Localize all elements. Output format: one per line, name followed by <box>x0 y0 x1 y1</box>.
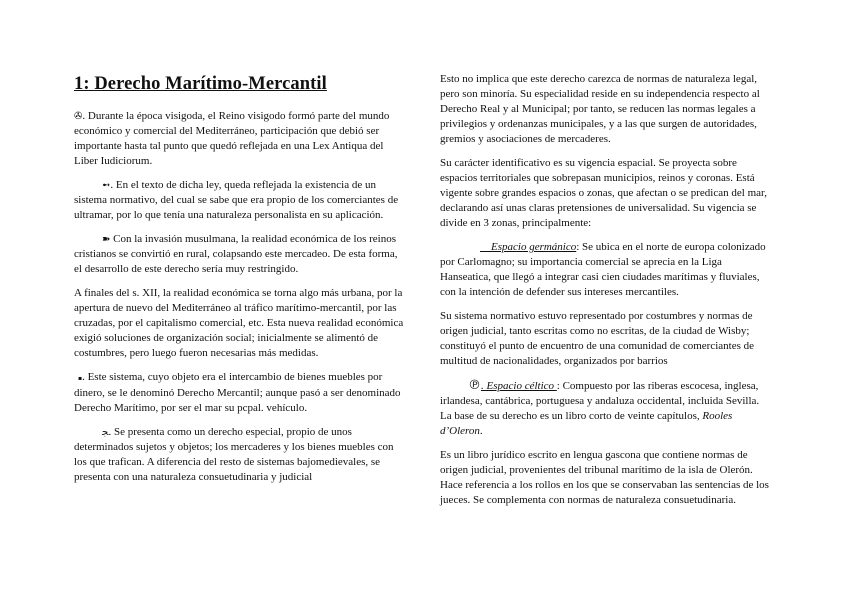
zone-label: . Espacio céltico <box>481 380 557 392</box>
paragraph-text: . Se presenta como un derecho especial, propio de unos determinados sujetos y objetos; los mercaderes y los bienes muebles con los que trafican. A diferencia del resto de sistemas bajomedievales, se presenta con una naturaleza consuetudinaria y judicial <box>74 426 394 483</box>
paragraph-text: Su carácter identificativo es su vigencia espacial. Se proyecta sobre espacios territoriales que sobrepasan municipios, reinos y coronas. Está vigente sobre grandes espacios o zonas, que afectan o se predican del mar, declarando así unas claras pretensiones de universalidad. Su vigencia se divide en 3 zonas, principalmente: <box>440 157 767 229</box>
paragraph-text: . Este sistema, cuyo objeto era el intercambio de bienes muebles por dinero, se le denominó Derecho Mercantil; aunque pasó a ser denominado Derecho Marítimo, por ser el mar su pcpal. vehículo. <box>74 371 401 414</box>
underline-marker: __ <box>480 241 491 253</box>
bullet-icon: ﺠ <box>102 427 109 438</box>
paragraph <box>440 72 770 147</box>
paragraph <box>440 309 770 369</box>
arrow-icon: ➽ <box>102 234 111 245</box>
paragraph-text: Es un libro jurídico escrito en lengua gascona que contiene normas de origen judicial, provenientes del tribunal marítimo de la isla de Olerón. Hace referencia a los rollos en los que se conservaban las sentencias de los jueces. Se complementa con normas de naturaleza consuetudinaria. <box>440 449 769 506</box>
paragraph-text: . Durante la época visigoda, el Reino visigodo formó parte del mundo económico y comercial del Mediterráneo, participación que debió ser importante hasta tal punto que quedó reflejada en una Lex Antiqua del Liber Iudiciorum. <box>74 110 390 167</box>
paragraph <box>74 425 404 485</box>
paragraph <box>440 156 770 231</box>
source-title: Rooles d’Oleron <box>440 410 733 437</box>
bullet-icon: ▪ <box>78 375 83 382</box>
page-title: 1: Derecho Marítimo-Mercantil <box>74 74 327 94</box>
zone-label: Espacio germánico <box>491 241 577 253</box>
paragraph-text: A finales del s. XII, la realidad económica se torna algo más urbana, por la apertura de nuevo del Mediterráneo al tráfico marítimo-mercantil, por las cruzadas, por el capitalismo comercial, etc. Esta nueva realidad económica exigió soluciones de organización social; inicialmente se alimentó de costumbres, pero luego fueron necesarias más medidas. <box>74 287 404 359</box>
bullet-icon: ℗ <box>468 378 481 393</box>
paragraph <box>74 286 404 361</box>
paragraph <box>74 178 404 223</box>
paragraph-text: Esto no implica que este derecho carezca de normas de naturaleza legal, pero son minoría. Su especialidad reside en su independencia respecto al Derecho Real y al Municipal; por tanto, se reducen las normas legales a privilegios y ordenanzas municipales, y a las que surgen de autoridades, gremios y asociaciones de mercaderes. <box>440 73 760 145</box>
bullet-icon: ✇ <box>74 111 83 122</box>
paragraph <box>440 378 770 439</box>
paragraph <box>74 232 404 277</box>
right-column <box>440 72 770 517</box>
paragraph-text: : Compuesto por las riberas escocesa, inglesa, irlandesa, cantábrica, portuguesa y andaluza occidental, incluida Sevilla. La base de su derecho es un libro corto de veinte capítulos, <box>440 380 760 422</box>
paragraph-end: . <box>479 425 483 437</box>
bullet-icon: ➻ <box>102 180 111 191</box>
paragraph <box>74 109 404 169</box>
paragraph-text: Su sistema normativo estuvo representado por costumbres y normas de origen judicial, tanto escritas como no escritas, de la ciudad de Wisby; constituyó el punto de encuentro de una comunidad de comerciantes de multitud de nacionalidades, organizados por barrios <box>440 310 755 367</box>
paragraph-text: Con la invasión musulmana, la realidad económica de los reinos cristianos se convirtió en rural, colapsando este mercadeo. De esta forma, el desarrollo de este derecho sería muy restringido. <box>74 233 398 275</box>
paragraph-text: : Se ubica en el norte de europa colonizado por Carlomagno; su importancia comercial se aprecia en la Liga Hanseatica, que llegó a integrar casi cien ciudades marítimas y fluviales, con la intención de defender sus intereses mercantiles. <box>440 241 766 298</box>
paragraph <box>440 448 770 508</box>
paragraph <box>440 240 770 300</box>
left-column <box>74 72 404 494</box>
paragraph-text: . En el texto de dicha ley, queda reflejada la existencia de un sistema normativo, del cual se sabe que era propio de los comerciantes de ultramar, por lo que tenía una naturaleza personalista en su aplicación. <box>74 179 399 221</box>
paragraph <box>74 370 404 416</box>
